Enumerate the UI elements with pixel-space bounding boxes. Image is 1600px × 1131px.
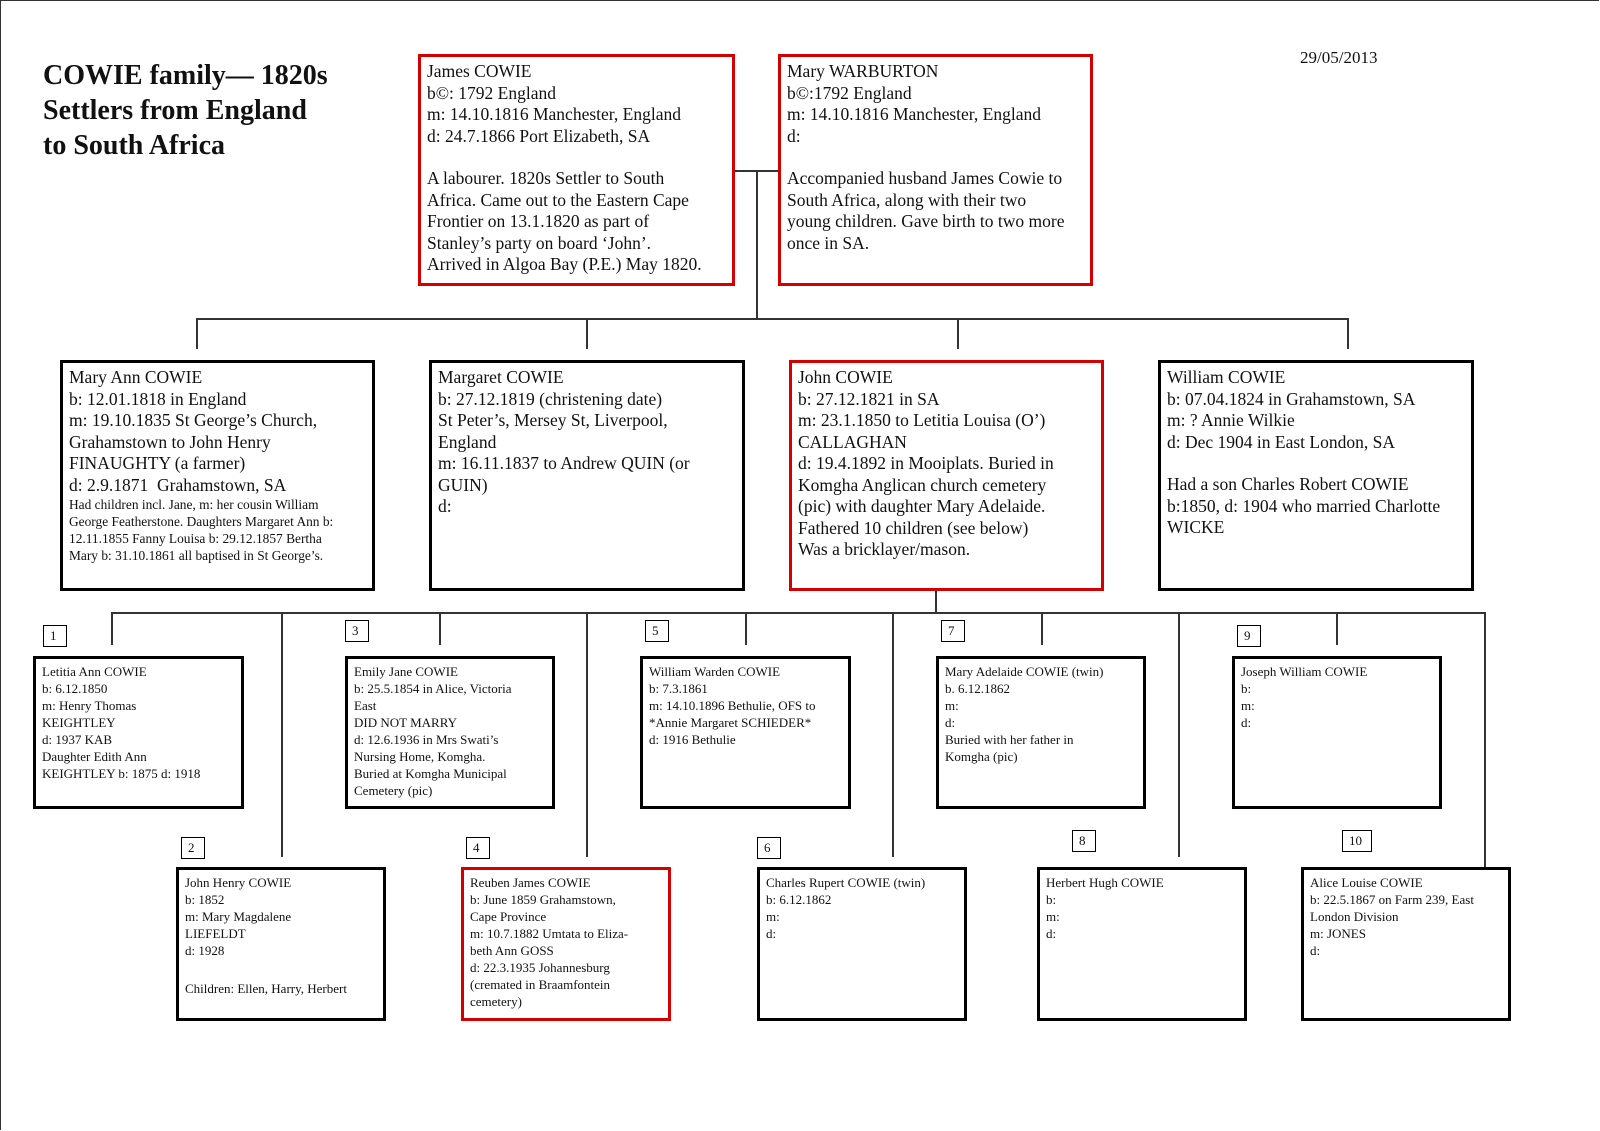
person-detail: b: 27.12.1819 (christening date) <box>438 388 663 409</box>
person-detail: Accompanied husband James Cowie to <box>787 168 1063 188</box>
person-detail: WICKE <box>1167 517 1225 537</box>
person-detail: d: <box>1241 715 1252 730</box>
person-detail: young children. Gave birth to two more <box>787 211 1065 231</box>
person-detail <box>185 959 377 980</box>
person-detail: m: <box>1046 909 1060 924</box>
connector-line <box>586 318 588 349</box>
person-detail: Buried at Komgha Municipal <box>354 766 507 781</box>
title-line: COWIE family— 1820s <box>43 60 328 91</box>
person-detail: m: 14.10.1896 Bethulie, OFS to <box>649 698 816 713</box>
connector-line <box>196 318 198 349</box>
connector-line <box>1484 612 1486 867</box>
person-detail: m: Mary Magdalene <box>185 909 292 924</box>
person-detail: m: <box>945 698 959 713</box>
person-detail: Frontier on 13.1.1820 as part of <box>427 211 650 231</box>
person-name: Alice Louise COWIE <box>1310 875 1423 890</box>
person-detail: b: June 1859 Grahamstown, <box>470 892 616 907</box>
person-note: Mary b: 31.10.1861 all baptised in St George’s. <box>69 548 324 563</box>
person-detail: b: 7.3.1861 <box>649 681 708 696</box>
child-number-label: 3 <box>345 620 369 642</box>
person-detail: b: 07.04.1824 in Grahamstown, SA <box>1167 388 1416 409</box>
person-detail: b: 27.12.1821 in SA <box>798 388 940 409</box>
person-detail: Arrived in Algoa Bay (P.E.) May 1820. <box>427 254 702 274</box>
connector-line <box>892 612 894 857</box>
person-detail: London Division <box>1310 909 1399 924</box>
child-box <box>429 360 745 591</box>
person-detail: A labourer. 1820s Settler to South <box>427 168 665 188</box>
person-name: Joseph William COWIE <box>1241 664 1368 679</box>
person-detail: (pic) with daughter Mary Adelaide. <box>798 496 1046 516</box>
child-box <box>789 360 1104 591</box>
person-name: Mary Ann COWIE <box>69 367 203 387</box>
child-number-label: 10 <box>1342 830 1372 852</box>
title-line: to South Africa <box>43 130 225 161</box>
person-detail <box>1167 453 1465 474</box>
person-detail: b©:1792 England <box>787 82 912 103</box>
child-number-label: 4 <box>466 837 490 859</box>
person-name: Herbert Hugh COWIE <box>1046 875 1164 890</box>
person-detail: d: 22.3.1935 Johannesburg <box>470 960 610 975</box>
person-note: George Featherstone. Daughters Margaret Ann b: <box>69 514 334 529</box>
person-detail: cemetery) <box>470 994 522 1009</box>
child-number-label: 1 <box>43 625 67 647</box>
person-detail: KEIGHTLEY <box>42 715 116 730</box>
person-detail: m: 14.10.1816 Manchester, England <box>427 104 681 124</box>
person-detail: b: <box>1046 892 1057 907</box>
person-detail: d: 12.6.1936 in Mrs Swati’s <box>354 732 499 747</box>
person-detail: CALLAGHAN <box>798 431 907 452</box>
person-detail: KEIGHTLEY b: 1875 d: 1918 <box>42 766 201 781</box>
person-detail: LIEFELDT <box>185 926 246 941</box>
grandchild-box <box>33 656 244 809</box>
person-name: Mary Adelaide COWIE (twin) <box>945 664 1104 679</box>
person-detail: Komgha (pic) <box>945 749 1018 764</box>
person-detail: d: <box>438 496 452 516</box>
person-detail: b:1850, d: 1904 who married Charlotte <box>1167 495 1441 516</box>
connector-line <box>745 612 747 645</box>
person-detail: Had a son Charles Robert COWIE <box>1167 474 1409 494</box>
person-detail: Cape Province <box>470 909 547 924</box>
person-detail: m: JONES <box>1310 926 1366 941</box>
connector-line <box>957 318 959 349</box>
person-detail: b: 1852 <box>185 892 225 907</box>
person-detail: Children: Ellen, Harry, Herbert <box>185 981 347 996</box>
person-name: William Warden COWIE <box>649 664 781 679</box>
person-detail: d: <box>766 926 777 941</box>
person-detail: (cremated in Braamfontein <box>470 977 611 992</box>
person-detail: once in SA. <box>787 232 870 253</box>
person-name: Mary WARBURTON <box>787 61 939 81</box>
person-detail: beth Ann GOSS <box>470 943 554 958</box>
parent-box-james-cowie <box>418 54 735 286</box>
connector-line <box>1041 612 1043 645</box>
person-note: Had children incl. Jane, m: her cousin William <box>69 497 319 512</box>
person-detail <box>787 147 1084 168</box>
person-detail: m: <box>766 909 780 924</box>
connector-line <box>196 318 1348 320</box>
person-detail: St Peter’s, Mersey St, Liverpool, <box>438 410 668 430</box>
connector-line <box>439 612 441 645</box>
grandchild-box <box>757 867 967 1021</box>
date-label: 29/05/2013 <box>1300 48 1378 67</box>
person-detail: Cemetery (pic) <box>354 783 433 798</box>
person-detail: Nursing Home, Komgha. <box>354 749 486 764</box>
person-detail: b: <box>1241 681 1252 696</box>
person-detail: FINAUGHTY (a farmer) <box>69 453 246 473</box>
person-note: 12.11.1855 Fanny Louisa b: 29.12.1857 Bertha <box>69 531 322 546</box>
child-number-label: 5 <box>645 620 669 642</box>
child-box <box>1158 360 1474 591</box>
chart-title <box>43 58 328 163</box>
grandchild-box <box>1301 867 1511 1021</box>
person-detail: b. 6.12.1862 <box>945 681 1010 696</box>
connector-line <box>1178 612 1180 857</box>
connector-line <box>111 612 113 645</box>
child-number-label: 7 <box>941 620 965 642</box>
person-detail: b: 12.01.1818 in England <box>69 388 247 409</box>
person-detail: d: 1937 KAB <box>42 732 113 747</box>
grandchild-box <box>345 656 555 809</box>
child-box <box>60 360 375 591</box>
person-detail: d: 1916 Bethulie <box>649 732 736 747</box>
person-detail: m: 10.7.1882 Umtata to Eliza- <box>470 926 629 941</box>
person-detail <box>427 147 726 168</box>
person-detail: m: 14.10.1816 Manchester, England <box>787 104 1041 124</box>
person-detail: Daughter Edith Ann <box>42 749 147 764</box>
person-detail: GUIN) <box>438 474 488 495</box>
person-detail: b: 6.12.1850 <box>42 681 108 696</box>
person-name: Letitia Ann COWIE <box>42 664 147 679</box>
person-detail: b: 22.5.1867 on Farm 239, East <box>1310 892 1474 907</box>
person-detail: d: 19.4.1892 in Mooiplats. Buried in <box>798 453 1054 473</box>
title-line: Settlers from England <box>43 95 307 126</box>
person-name: Charles Rupert COWIE (twin) <box>766 875 926 890</box>
person-detail: m: 16.11.1837 to Andrew QUIN (or <box>438 453 690 473</box>
connector-line <box>111 612 1485 614</box>
person-detail: d: <box>787 125 801 146</box>
person-detail: Fathered 10 children (see below) <box>798 517 1029 538</box>
person-detail: d: <box>1046 926 1057 941</box>
person-detail: Was a bricklayer/mason. <box>798 539 971 559</box>
person-name: Emily Jane COWIE <box>354 664 458 679</box>
person-detail: Africa. Came out to the Eastern Cape <box>427 189 689 210</box>
person-name: John COWIE <box>798 367 893 387</box>
person-detail: *Annie Margaret SCHIEDER* <box>649 715 812 730</box>
person-detail: England <box>438 431 497 452</box>
person-name: James COWIE <box>427 61 532 81</box>
person-detail: Buried with her father in <box>945 732 1074 747</box>
person-detail: DID NOT MARRY <box>354 715 458 730</box>
person-detail: d: <box>1310 943 1321 958</box>
person-detail: d: 1928 <box>185 943 225 958</box>
person-detail: Komgha Anglican church cemetery <box>798 474 1047 495</box>
person-detail: m: <box>1241 698 1255 713</box>
child-number-label: 2 <box>181 837 205 859</box>
person-detail: d: Dec 1904 in East London, SA <box>1167 431 1395 452</box>
person-detail: South Africa, along with their two <box>787 189 1027 210</box>
person-detail: b©: 1792 England <box>427 82 556 103</box>
person-detail: Stanley’s party on board ‘John’. <box>427 232 652 253</box>
parent-box-mary-warburton <box>778 54 1093 286</box>
person-detail: d: <box>945 715 956 730</box>
grandchild-box <box>1232 656 1442 809</box>
grandchild-box <box>640 656 851 809</box>
person-detail: m: 23.1.1850 to Letitia Louisa (O’) <box>798 410 1046 430</box>
person-name: William COWIE <box>1167 367 1286 387</box>
person-detail: b: 25.5.1854 in Alice, Victoria <box>354 681 512 696</box>
connector-line <box>586 612 588 857</box>
grandchild-box <box>176 867 386 1021</box>
person-detail: m: 19.10.1835 St George’s Church, <box>69 410 318 430</box>
person-detail: Grahamstown to John Henry <box>69 431 271 452</box>
person-name: Reuben James COWIE <box>470 875 591 890</box>
connector-line <box>1336 612 1338 645</box>
person-detail: d: 24.7.1866 Port Elizabeth, SA <box>427 125 651 146</box>
child-number-label: 6 <box>757 837 781 859</box>
grandchild-box <box>1037 867 1247 1021</box>
child-number-label: 8 <box>1072 830 1096 852</box>
person-detail: b: 6.12.1862 <box>766 892 832 907</box>
person-detail: East <box>354 698 377 713</box>
grandchild-box <box>936 656 1146 809</box>
connector-line <box>1347 318 1349 349</box>
person-detail: m: ? Annie Wilkie <box>1167 410 1295 430</box>
person-name: John Henry COWIE <box>185 875 292 890</box>
connector-line <box>756 170 758 318</box>
connector-line <box>281 612 283 857</box>
grandchild-box <box>461 867 671 1021</box>
person-name: Margaret COWIE <box>438 367 564 387</box>
connector-line <box>935 590 937 612</box>
child-number-label: 9 <box>1237 625 1261 647</box>
person-detail: m: Henry Thomas <box>42 698 137 713</box>
person-detail: d: 2.9.1871 Grahamstown, SA <box>69 474 287 495</box>
